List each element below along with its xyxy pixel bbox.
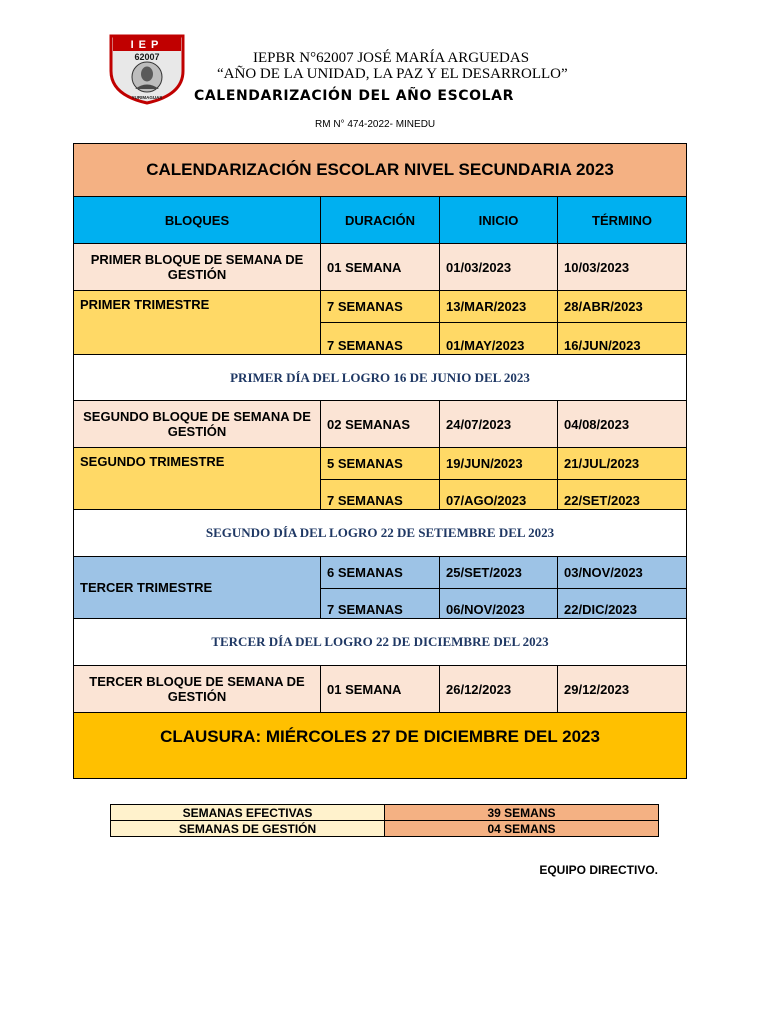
start-date: 01/MAY/2023	[440, 323, 558, 355]
duration: 5 SEMANAS	[321, 448, 440, 480]
svg-text:IEP: IEP	[130, 39, 164, 51]
duration: 7 SEMANAS	[321, 480, 440, 510]
end-date: 29/12/2023	[558, 666, 687, 713]
start-date: 13/MAR/2023	[440, 291, 558, 323]
duration: 6 SEMANAS	[321, 557, 440, 589]
column-header-bloques: BLOQUES	[74, 197, 321, 244]
end-date: 28/ABR/2023	[558, 291, 687, 323]
end-date: 03/NOV/2023	[558, 557, 687, 589]
achievement-day-1: PRIMER DÍA DEL LOGRO 16 DE JUNIO DEL 2023	[74, 355, 687, 401]
end-date: 16/JUN/2023	[558, 323, 687, 355]
column-header-duracion: DURACIÓN	[321, 197, 440, 244]
start-date: 19/JUN/2023	[440, 448, 558, 480]
block-name: TERCER TRIMESTRE	[74, 557, 321, 619]
start-date: 07/AGO/2023	[440, 480, 558, 510]
closing-ceremony: CLAUSURA: MIÉRCOLES 27 DE DICIEMBRE DEL 2023	[74, 713, 687, 779]
year-motto: “AÑO DE LA UNIDAD, LA PAZ Y EL DESARROLLO”	[217, 66, 568, 82]
duration: 02 SEMANAS	[321, 401, 440, 448]
achievement-day-3: TERCER DÍA DEL LOGRO 22 DE DICIEMBRE DEL 2023	[74, 619, 687, 666]
svg-text:62007: 62007	[134, 52, 160, 62]
signature: EQUIPO DIRECTIVO.	[539, 863, 658, 877]
start-date: 25/SET/2023	[440, 557, 558, 589]
table-row	[111, 805, 659, 821]
summary-label: SEMANAS DE GESTIÓN	[111, 821, 385, 837]
svg-text:YURIMAGUAS: YURIMAGUAS	[131, 95, 163, 100]
start-date: 26/12/2023	[440, 666, 558, 713]
duration: 7 SEMANAS	[321, 323, 440, 355]
end-date: 04/08/2023	[558, 401, 687, 448]
duration: 01 SEMANA	[321, 244, 440, 291]
school-logo	[108, 33, 186, 105]
table-row	[74, 244, 687, 291]
summary-value: 39 SEMANS	[385, 805, 659, 821]
table-row	[74, 448, 687, 480]
calendar-title: CALENDARIZACIÓN ESCOLAR NIVEL SECUNDARIA 2023	[74, 144, 687, 197]
block-name: PRIMER BLOQUE DE SEMANA DE GESTIÓN	[74, 244, 321, 291]
achievement-day-2: SEGUNDO DÍA DEL LOGRO 22 DE SETIEMBRE DEL 2023	[74, 510, 687, 557]
summary-table	[110, 804, 659, 837]
column-header-inicio: INICIO	[440, 197, 558, 244]
summary-label: SEMANAS EFECTIVAS	[111, 805, 385, 821]
end-date: 10/03/2023	[558, 244, 687, 291]
school-name: IEPBR N°62007 JOSÉ MARÍA ARGUEDAS	[253, 50, 530, 66]
end-date: 22/SET/2023	[558, 480, 687, 510]
block-name: TERCER BLOQUE DE SEMANA DE GESTIÓN	[74, 666, 321, 713]
document-title: CALENDARIZACIÓN DEL AÑO ESCOLAR	[194, 88, 514, 104]
table-row	[74, 401, 687, 448]
summary-value: 04 SEMANS	[385, 821, 659, 837]
start-date: 01/03/2023	[440, 244, 558, 291]
table-row	[74, 666, 687, 713]
table-row	[74, 557, 687, 589]
start-date: 06/NOV/2023	[440, 589, 558, 619]
duration: 7 SEMANAS	[321, 589, 440, 619]
table-row	[74, 291, 687, 323]
end-date: 21/JUL/2023	[558, 448, 687, 480]
end-date: 22/DIC/2023	[558, 589, 687, 619]
block-name: SEGUNDO TRIMESTRE	[74, 448, 321, 510]
block-name: PRIMER TRIMESTRE	[74, 291, 321, 355]
duration: 7 SEMANAS	[321, 291, 440, 323]
duration: 01 SEMANA	[321, 666, 440, 713]
calendar-table	[73, 143, 687, 779]
start-date: 24/07/2023	[440, 401, 558, 448]
table-row	[111, 821, 659, 837]
column-header-termino: TÉRMINO	[558, 197, 687, 244]
resolution-number: RM N° 474-2022- MINEDU	[315, 119, 436, 130]
block-name: SEGUNDO BLOQUE DE SEMANA DE GESTIÓN	[74, 401, 321, 448]
